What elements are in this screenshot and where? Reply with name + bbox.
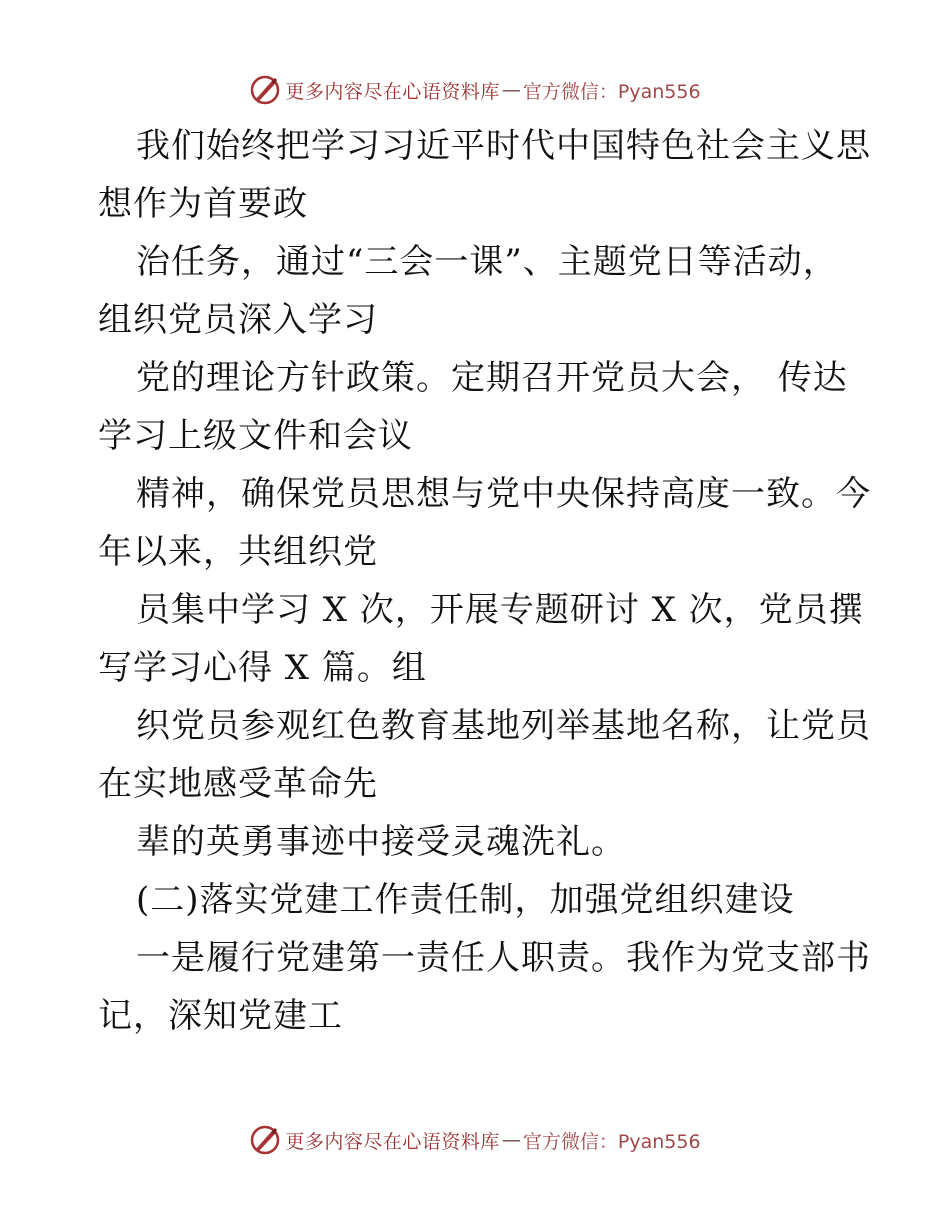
- header-watermark: [0, 70, 950, 110]
- pen-logo-icon: [249, 1124, 281, 1156]
- pen-logo-icon: [249, 74, 281, 106]
- watermark-separator: —: [501, 1129, 521, 1151]
- footer-watermark: [0, 1120, 950, 1160]
- paragraph-line: 员集中学习 X 次，开展专题研讨 X 次，党员撰: [136, 590, 864, 630]
- watermark-contact-text: 官方微信：Pyan556: [522, 80, 701, 103]
- paragraph-line: 想作为首要政: [98, 184, 308, 224]
- paragraph-line: 党的理论方针政策。定期召开党员大会， 传达: [136, 358, 848, 398]
- section-heading: (二)落实党建工作责任制，加强党组织建设: [136, 880, 795, 920]
- paragraph-line: 年以来，共组织党: [98, 532, 378, 572]
- paragraph-line: 一是履行党建第一责任人职责。我作为党支部书: [136, 938, 871, 978]
- watermark-main-text: 更多内容尽在心语资料库: [285, 80, 500, 103]
- paragraph-line: 精神，确保党员思想与党中央保持高度一致。今: [136, 474, 871, 514]
- paragraph-line: 治任务，通过“三会一课”、主题党日等活动，: [136, 242, 838, 282]
- paragraph-line: 辈的英勇事迹中接受灵魂洗礼。: [136, 822, 626, 862]
- document-body: [98, 117, 871, 1045]
- watermark-contact-text: 官方微信：Pyan556: [522, 1130, 701, 1153]
- paragraph-line: 写学习心得 X 篇。组: [98, 648, 427, 688]
- paragraph-line: 织党员参观红色教育基地列举基地名称，让党员: [136, 706, 871, 746]
- paragraph-line: 组织党员深入学习: [98, 300, 378, 340]
- paragraph-line: 我们始终把学习习近平时代中国特色社会主义思: [136, 126, 871, 166]
- paragraph-line: 在实地感受革命先: [98, 764, 378, 804]
- paragraph-line: 学习上级文件和会议: [98, 416, 413, 456]
- paragraph-line: 记，深知党建工: [98, 996, 343, 1036]
- watermark-separator: —: [501, 79, 521, 101]
- watermark-main-text: 更多内容尽在心语资料库: [285, 1130, 500, 1153]
